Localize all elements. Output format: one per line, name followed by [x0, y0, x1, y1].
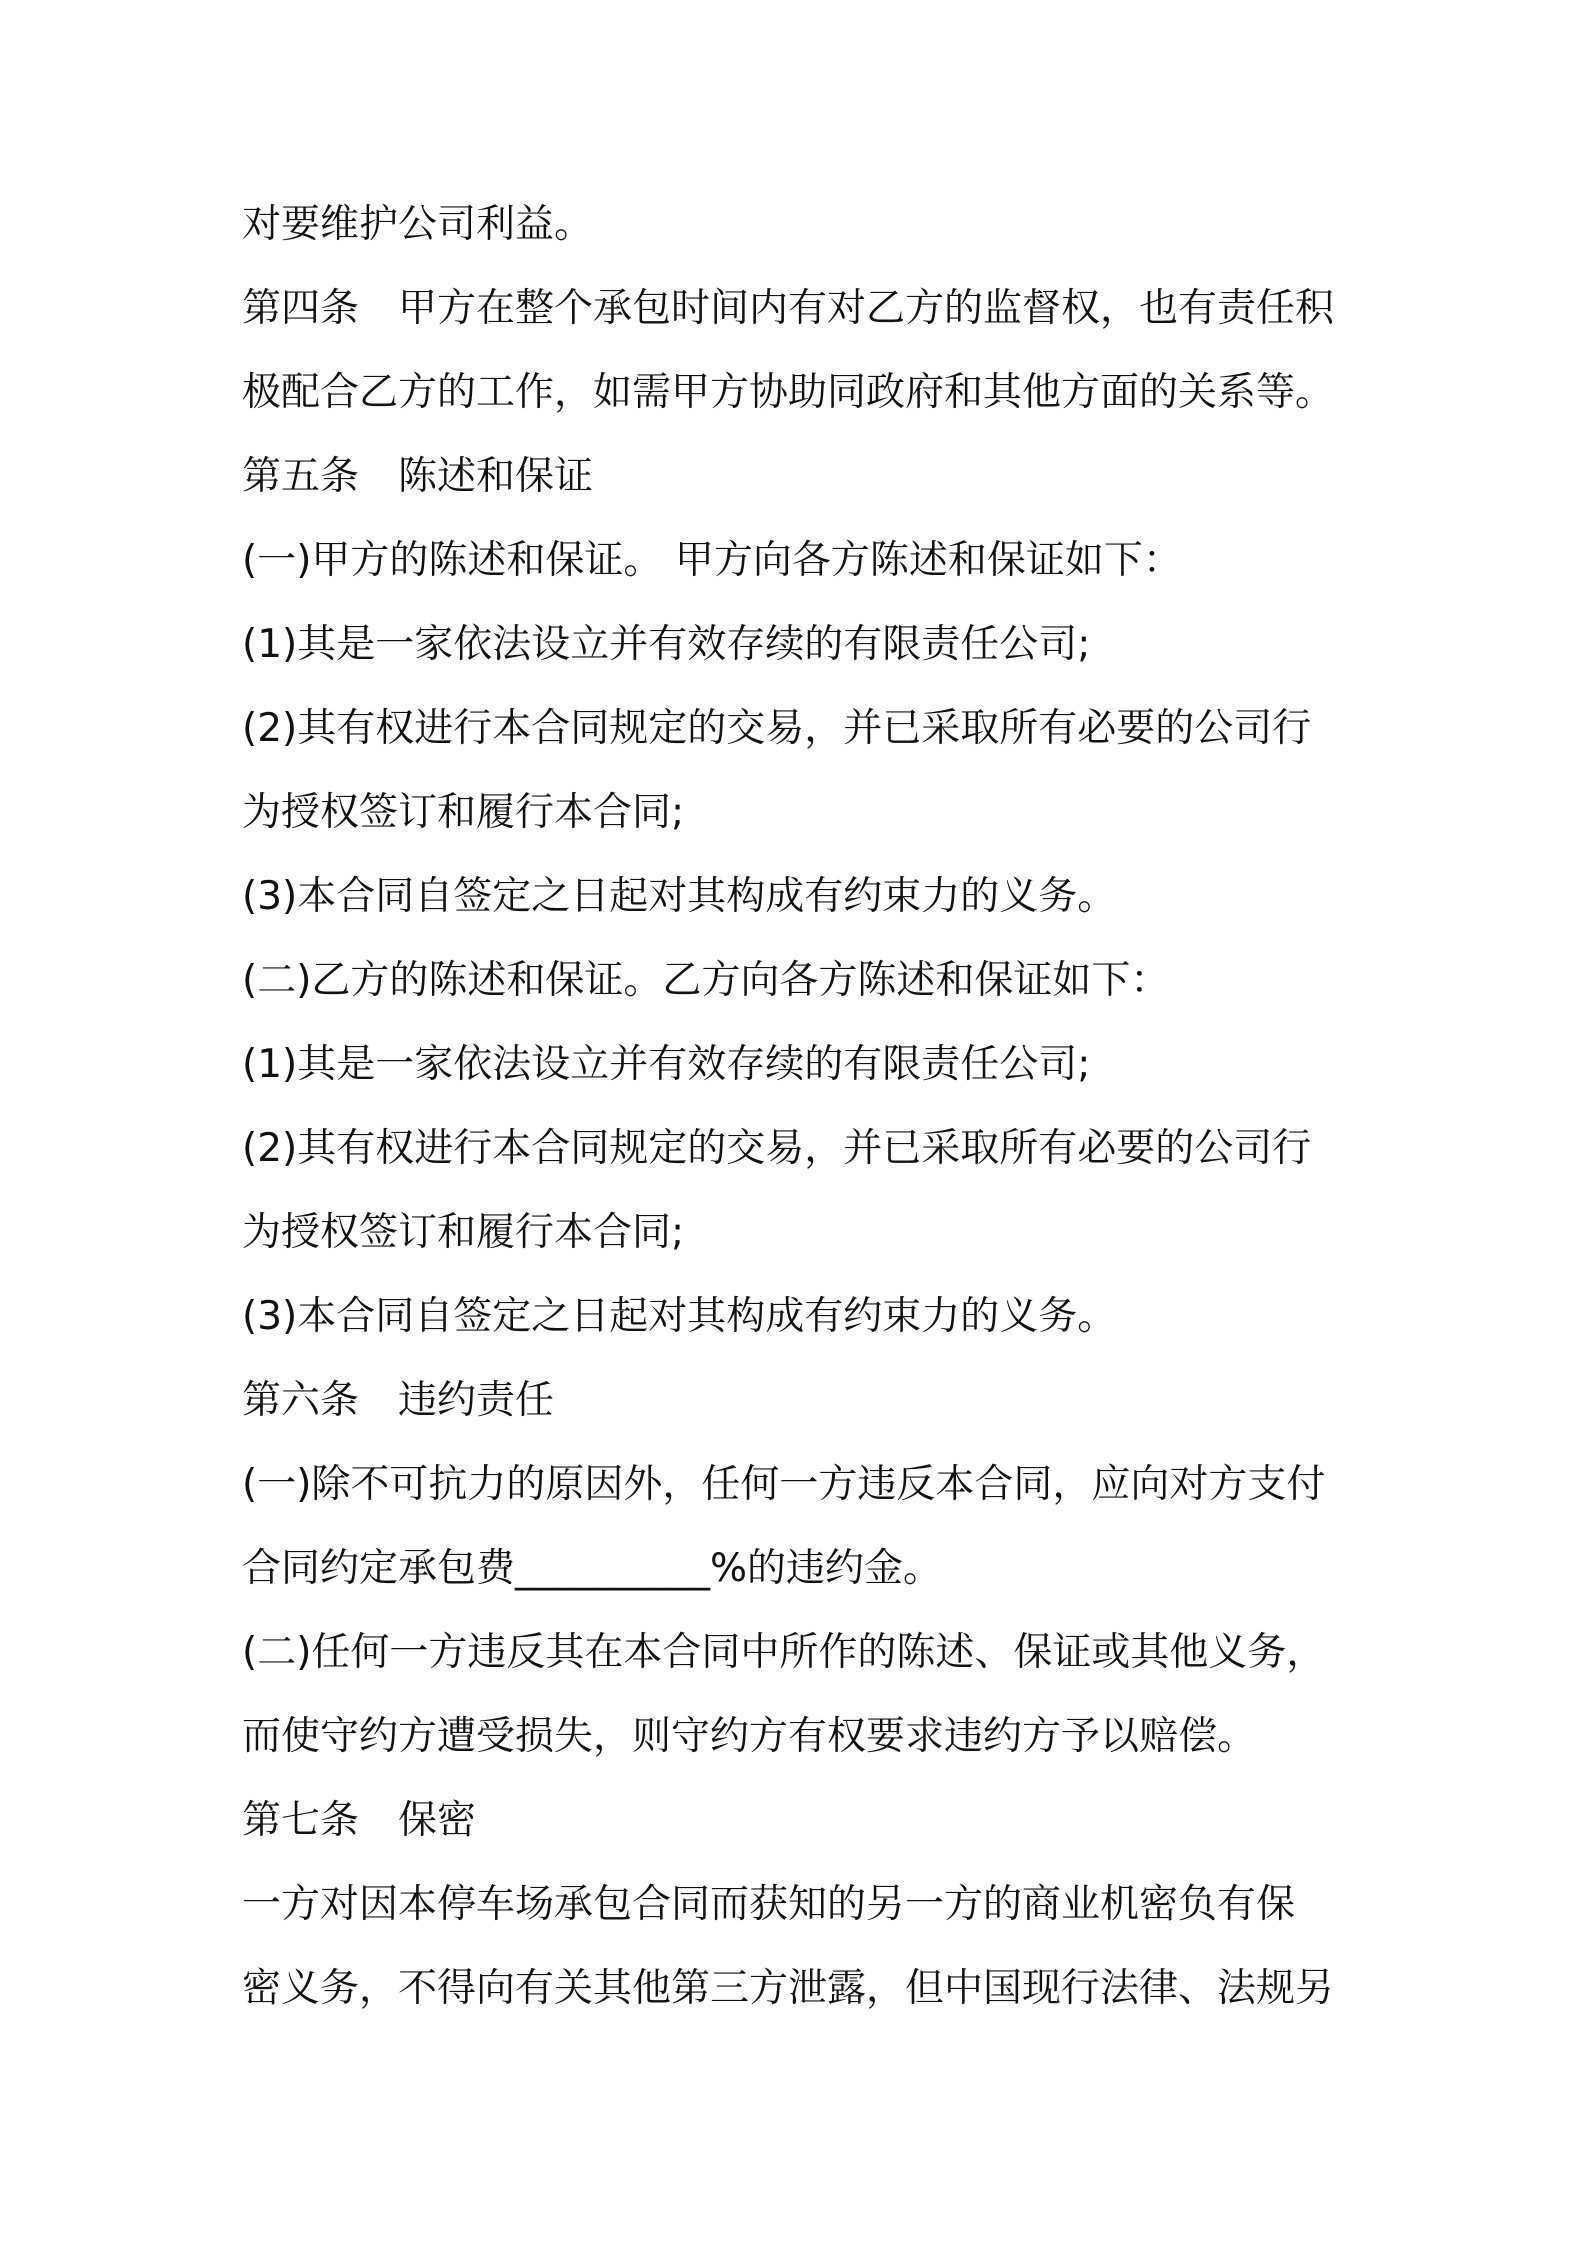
text-line: 而使守约方遭受损失，则守约方有权要求违约方予以赔偿。 — [242, 1714, 1257, 1759]
text-line: 一方对因本停车场承包合同而获知的另一方的商业机密负有保 — [242, 1882, 1296, 1927]
text-line: (一)除不可抗力的原因外，任何一方违反本合同，应向对方支付 — [242, 1462, 1326, 1507]
text-line: (2)其有权进行本合同规定的交易，并已采取所有必要的公司行 — [242, 1126, 1312, 1171]
text-line: 对要维护公司利益。 — [242, 202, 594, 247]
text-line: 为授权签订和履行本合同; — [242, 1210, 685, 1255]
text-line: 为授权签订和履行本合同; — [242, 790, 685, 835]
article-6-heading: 第六条 违约责任 — [242, 1378, 555, 1423]
text-line: (2)其有权进行本合同规定的交易，并已采取所有必要的公司行 — [242, 706, 1312, 751]
text-line: (一)甲方的陈述和保证。 甲方向各方陈述和保证如下： — [242, 538, 1182, 583]
text-line: 合同约定承包费__________%的违约金。 — [242, 1546, 943, 1591]
text-line: (1)其是一家依法设立并有效存续的有限责任公司; — [242, 1042, 1091, 1087]
article-7-heading: 第七条 保密 — [242, 1798, 477, 1843]
text-line: (1)其是一家依法设立并有效存续的有限责任公司; — [242, 622, 1091, 667]
text-line: (二)任何一方违反其在本合同中所作的陈述、保证或其他义务， — [242, 1630, 1326, 1675]
text-line: (3)本合同自签定之日起对其构成有约束力的义务。 — [242, 1294, 1117, 1339]
text-line: 密义务，不得向有关其他第三方泄露，但中国现行法律、法规另 — [242, 1966, 1335, 2011]
document-body — [242, 183, 1362, 2031]
text-line: 极配合乙方的工作，如需甲方协助同政府和其他方面的关系等。 — [242, 370, 1335, 415]
text-line: (二)乙方的陈述和保证。乙方向各方陈述和保证如下： — [242, 958, 1170, 1003]
text-line: (3)本合同自签定之日起对其构成有约束力的义务。 — [242, 874, 1117, 919]
article-5-heading: 第五条 陈述和保证 — [242, 454, 594, 499]
article-4-heading-line: 第四条 甲方在整个承包时间内有对乙方的监督权，也有责任积 — [242, 286, 1335, 331]
